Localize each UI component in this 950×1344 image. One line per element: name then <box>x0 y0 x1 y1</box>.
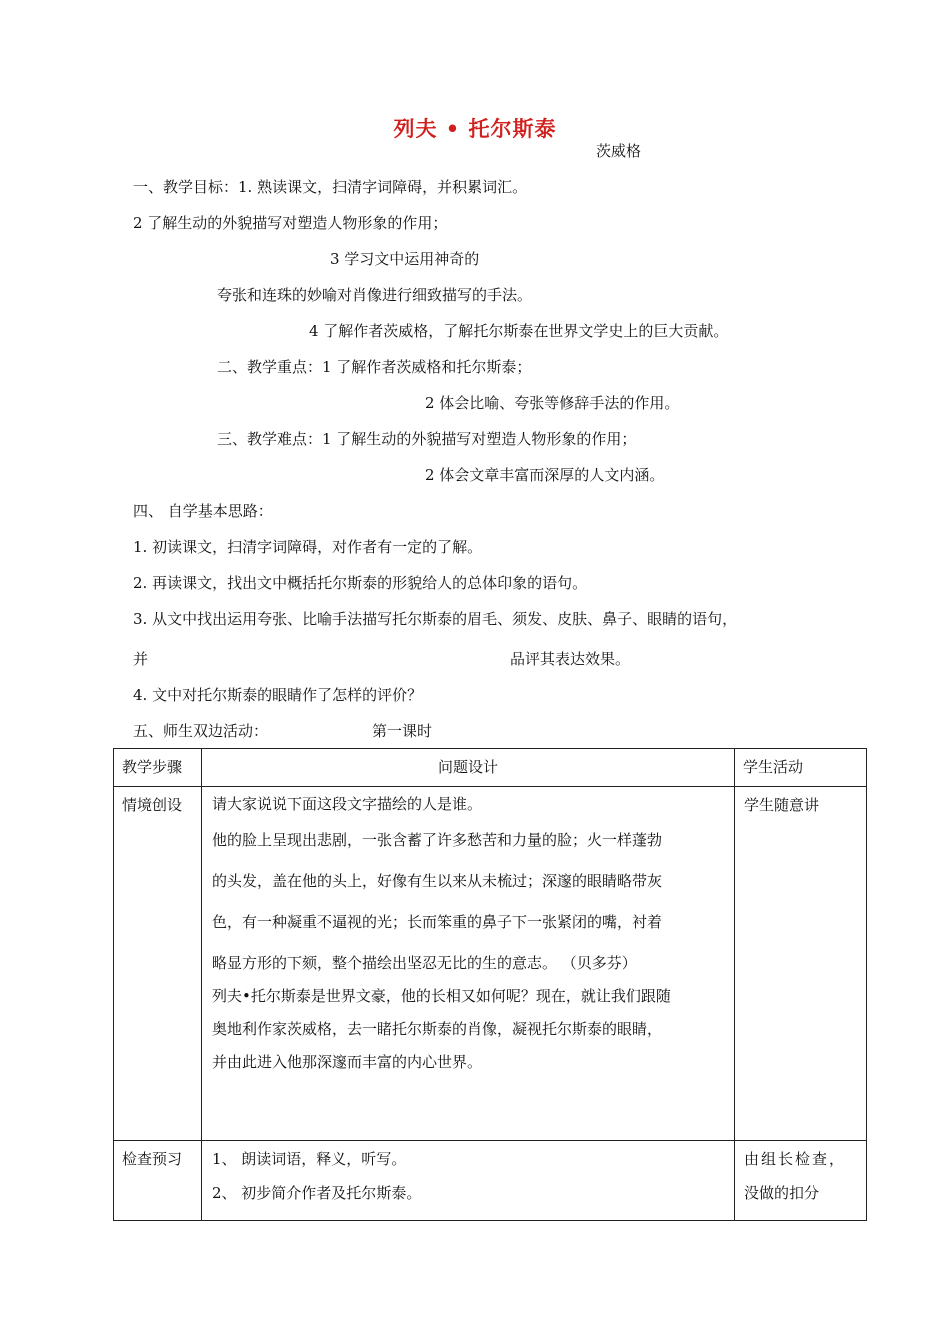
key-points-line-1: 二、教学重点：1 了解作者茨威格和托尔斯泰； <box>217 358 532 376</box>
design-line: 奥地利作家茨威格，去一睹托尔斯泰的肖像，凝视托尔斯泰的眼睛， <box>212 1020 663 1038</box>
self-study-item-2: 2. 再读课文，找出文中概括托尔斯泰的形貌给人的总体印象的语句。 <box>133 574 588 592</box>
objective-line-3a: 3 学习文中运用神奇的 <box>330 250 480 268</box>
table-header-row <box>114 749 867 787</box>
objective-line-2: 2 了解生动的外貌描写对塑造人物形象的作用； <box>133 214 448 232</box>
design-cell <box>202 787 735 1141</box>
activity-cell <box>735 787 867 1141</box>
author-name: 茨威格 <box>596 142 642 160</box>
document-title: 列夫 • 托尔斯泰 <box>393 117 557 141</box>
header-cell-step <box>114 749 202 787</box>
activity-line: 没做的扣分 <box>744 1184 820 1202</box>
table-row <box>114 1141 867 1221</box>
design-line: 请大家说说下面这段文字描绘的人是谁。 <box>212 795 483 813</box>
header-activity: 学生活动 <box>743 758 804 776</box>
table-row <box>114 787 867 1141</box>
self-study-item-3a: 3. 从文中找出运用夸张、比喻手法描写托尔斯泰的眉毛、须发、皮肤、鼻子、眼睛的语句， <box>133 610 738 628</box>
design-line: 他的脸上呈现出悲剧，一张含蓄了许多愁苦和力量的脸；火一样蓬勃 <box>212 831 663 849</box>
step-label: 检查预习 <box>122 1150 183 1168</box>
design-line: 略显方形的下颏，整个描绘出坚忍无比的生的意志。 （贝多芬） <box>212 954 637 972</box>
design-line: 的头发，盖在他的头上，好像有生以来从未梳过；深邃的眼睛略带灰 <box>212 872 663 890</box>
lesson-table <box>113 748 867 1221</box>
activity-text: 学生随意讲 <box>744 796 820 814</box>
difficulties-line-2: 2 体会文章丰富而深厚的人文内涵。 <box>425 466 665 484</box>
design-line: 色，有一种凝重不逼视的光；长而笨重的鼻子下一张紧闭的嘴，衬着 <box>212 913 663 931</box>
design-text-block <box>202 1141 734 1203</box>
activity-text-block <box>735 1141 866 1203</box>
self-study-item-3b-right: 品评其表达效果。 <box>510 650 631 668</box>
step-cell <box>114 1141 202 1221</box>
difficulties-line-1: 三、教学难点：1 了解生动的外貌描写对塑造人物形象的作用； <box>217 430 637 448</box>
design-text-block <box>202 787 734 1072</box>
design-cell <box>202 1141 735 1221</box>
header-design: 问题设计 <box>437 758 498 776</box>
objective-line-1: 一、教学目标：1. 熟读课文，扫清字词障碍，并积累词汇。 <box>133 178 528 196</box>
self-study-item-3b-left: 并 <box>133 650 149 668</box>
step-label: 情境创设 <box>122 796 183 814</box>
design-line: 1、 朗读词语，释义，听写。 <box>212 1150 407 1168</box>
self-study-item-4: 4. 文中对托尔斯泰的眼睛作了怎样的评价？ <box>133 686 423 704</box>
design-line: 2、 初步简介作者及托尔斯泰。 <box>212 1184 422 1202</box>
design-line: 列夫•托尔斯泰是世界文豪，他的长相又如何呢？现在，就让我们跟随 <box>212 987 671 1005</box>
objective-line-3b: 夸张和连珠的妙喻对肖像进行细致描写的手法。 <box>217 286 533 304</box>
header-cell-activity <box>735 749 867 787</box>
key-points-line-2: 2 体会比喻、夸张等修辞手法的作用。 <box>425 394 680 412</box>
objective-line-4: 4 了解作者茨威格，了解托尔斯泰在世界文学史上的巨大贡献。 <box>309 322 729 340</box>
design-line: 并由此进入他那深邃而丰富的内心世界。 <box>212 1053 483 1071</box>
activity-cell <box>735 1141 867 1221</box>
header-cell-design <box>202 749 735 787</box>
session-label: 第一课时 <box>372 722 433 740</box>
header-step: 教学步骤 <box>122 758 183 776</box>
self-study-item-1: 1. 初读课文，扫清字词障碍，对作者有一定的了解。 <box>133 538 483 556</box>
activities-heading: 五、师生双边活动： <box>133 722 269 740</box>
activity-line: 由组长检查， <box>744 1150 847 1168</box>
step-cell <box>114 787 202 1141</box>
self-study-heading: 四、 自学基本思路： <box>133 502 273 520</box>
